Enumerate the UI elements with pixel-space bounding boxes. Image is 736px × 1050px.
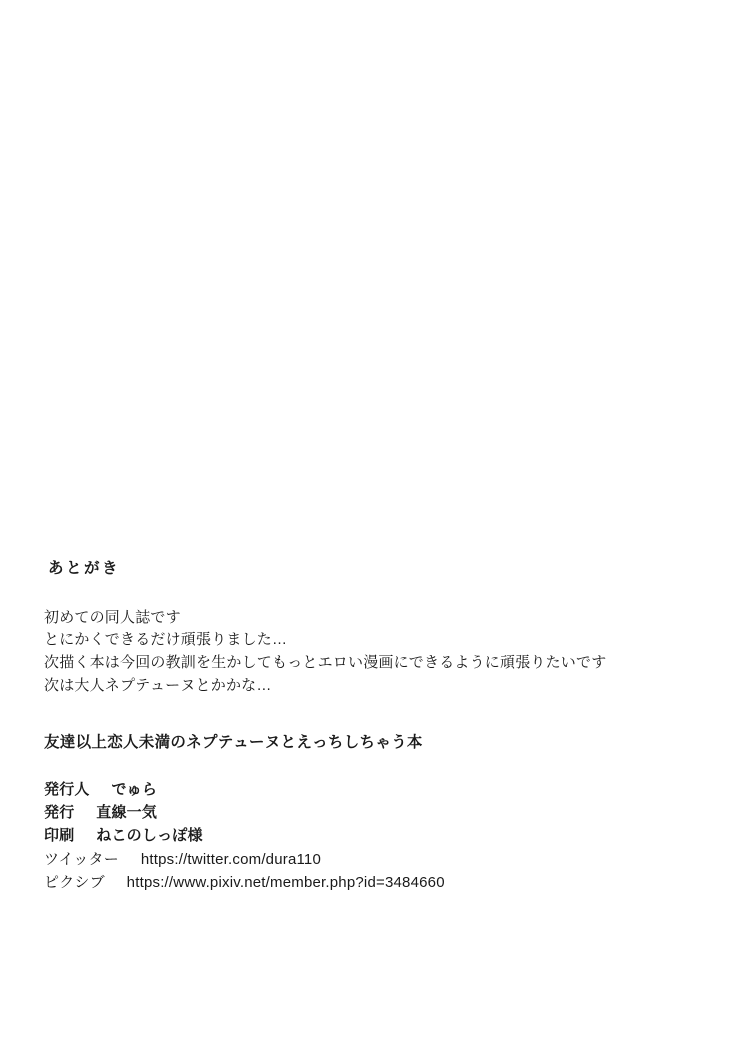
- credit-row-circle: [44, 801, 704, 824]
- credit-row-twitter[interactable]: [44, 848, 704, 871]
- credit-label: 印刷: [44, 827, 75, 845]
- credit-label: 発行: [44, 804, 75, 822]
- afterword-body: [44, 607, 704, 698]
- work-title: 友達以上恋人未満のネプテューヌとえっちしちゃう本: [44, 733, 423, 751]
- pixiv-url[interactable]: https://www.pixiv.net/member.php?id=3484660: [126, 873, 445, 891]
- credit-value: でゅら: [111, 780, 158, 798]
- afterword-line: 次は大人ネプテューヌとかかな…: [44, 676, 272, 694]
- credit-row-printer: [44, 824, 704, 847]
- colophon-block: [44, 560, 704, 894]
- credit-row-pixiv[interactable]: [44, 871, 704, 894]
- twitter-url[interactable]: https://twitter.com/dura110: [140, 850, 322, 868]
- credits-list: [44, 778, 704, 894]
- afterword-line: 次描く本は今回の教訓を生かしてもっとエロい漫画にできるように頑張りたいです: [44, 654, 607, 672]
- afterword-line: 初めての同人誌です: [44, 608, 181, 626]
- credit-label: ピクシブ: [44, 873, 105, 891]
- credit-value: 直線一気: [96, 804, 158, 822]
- afterword-heading: あとがき: [48, 560, 121, 577]
- credit-value: ねこのしっぽ様: [96, 827, 203, 845]
- credit-label: 発行人: [44, 780, 90, 798]
- afterword-line: とにかくできるだけ頑張りました…: [44, 631, 288, 649]
- credit-row-publisher-person: [44, 778, 704, 801]
- credit-label: ツイッター: [44, 850, 119, 868]
